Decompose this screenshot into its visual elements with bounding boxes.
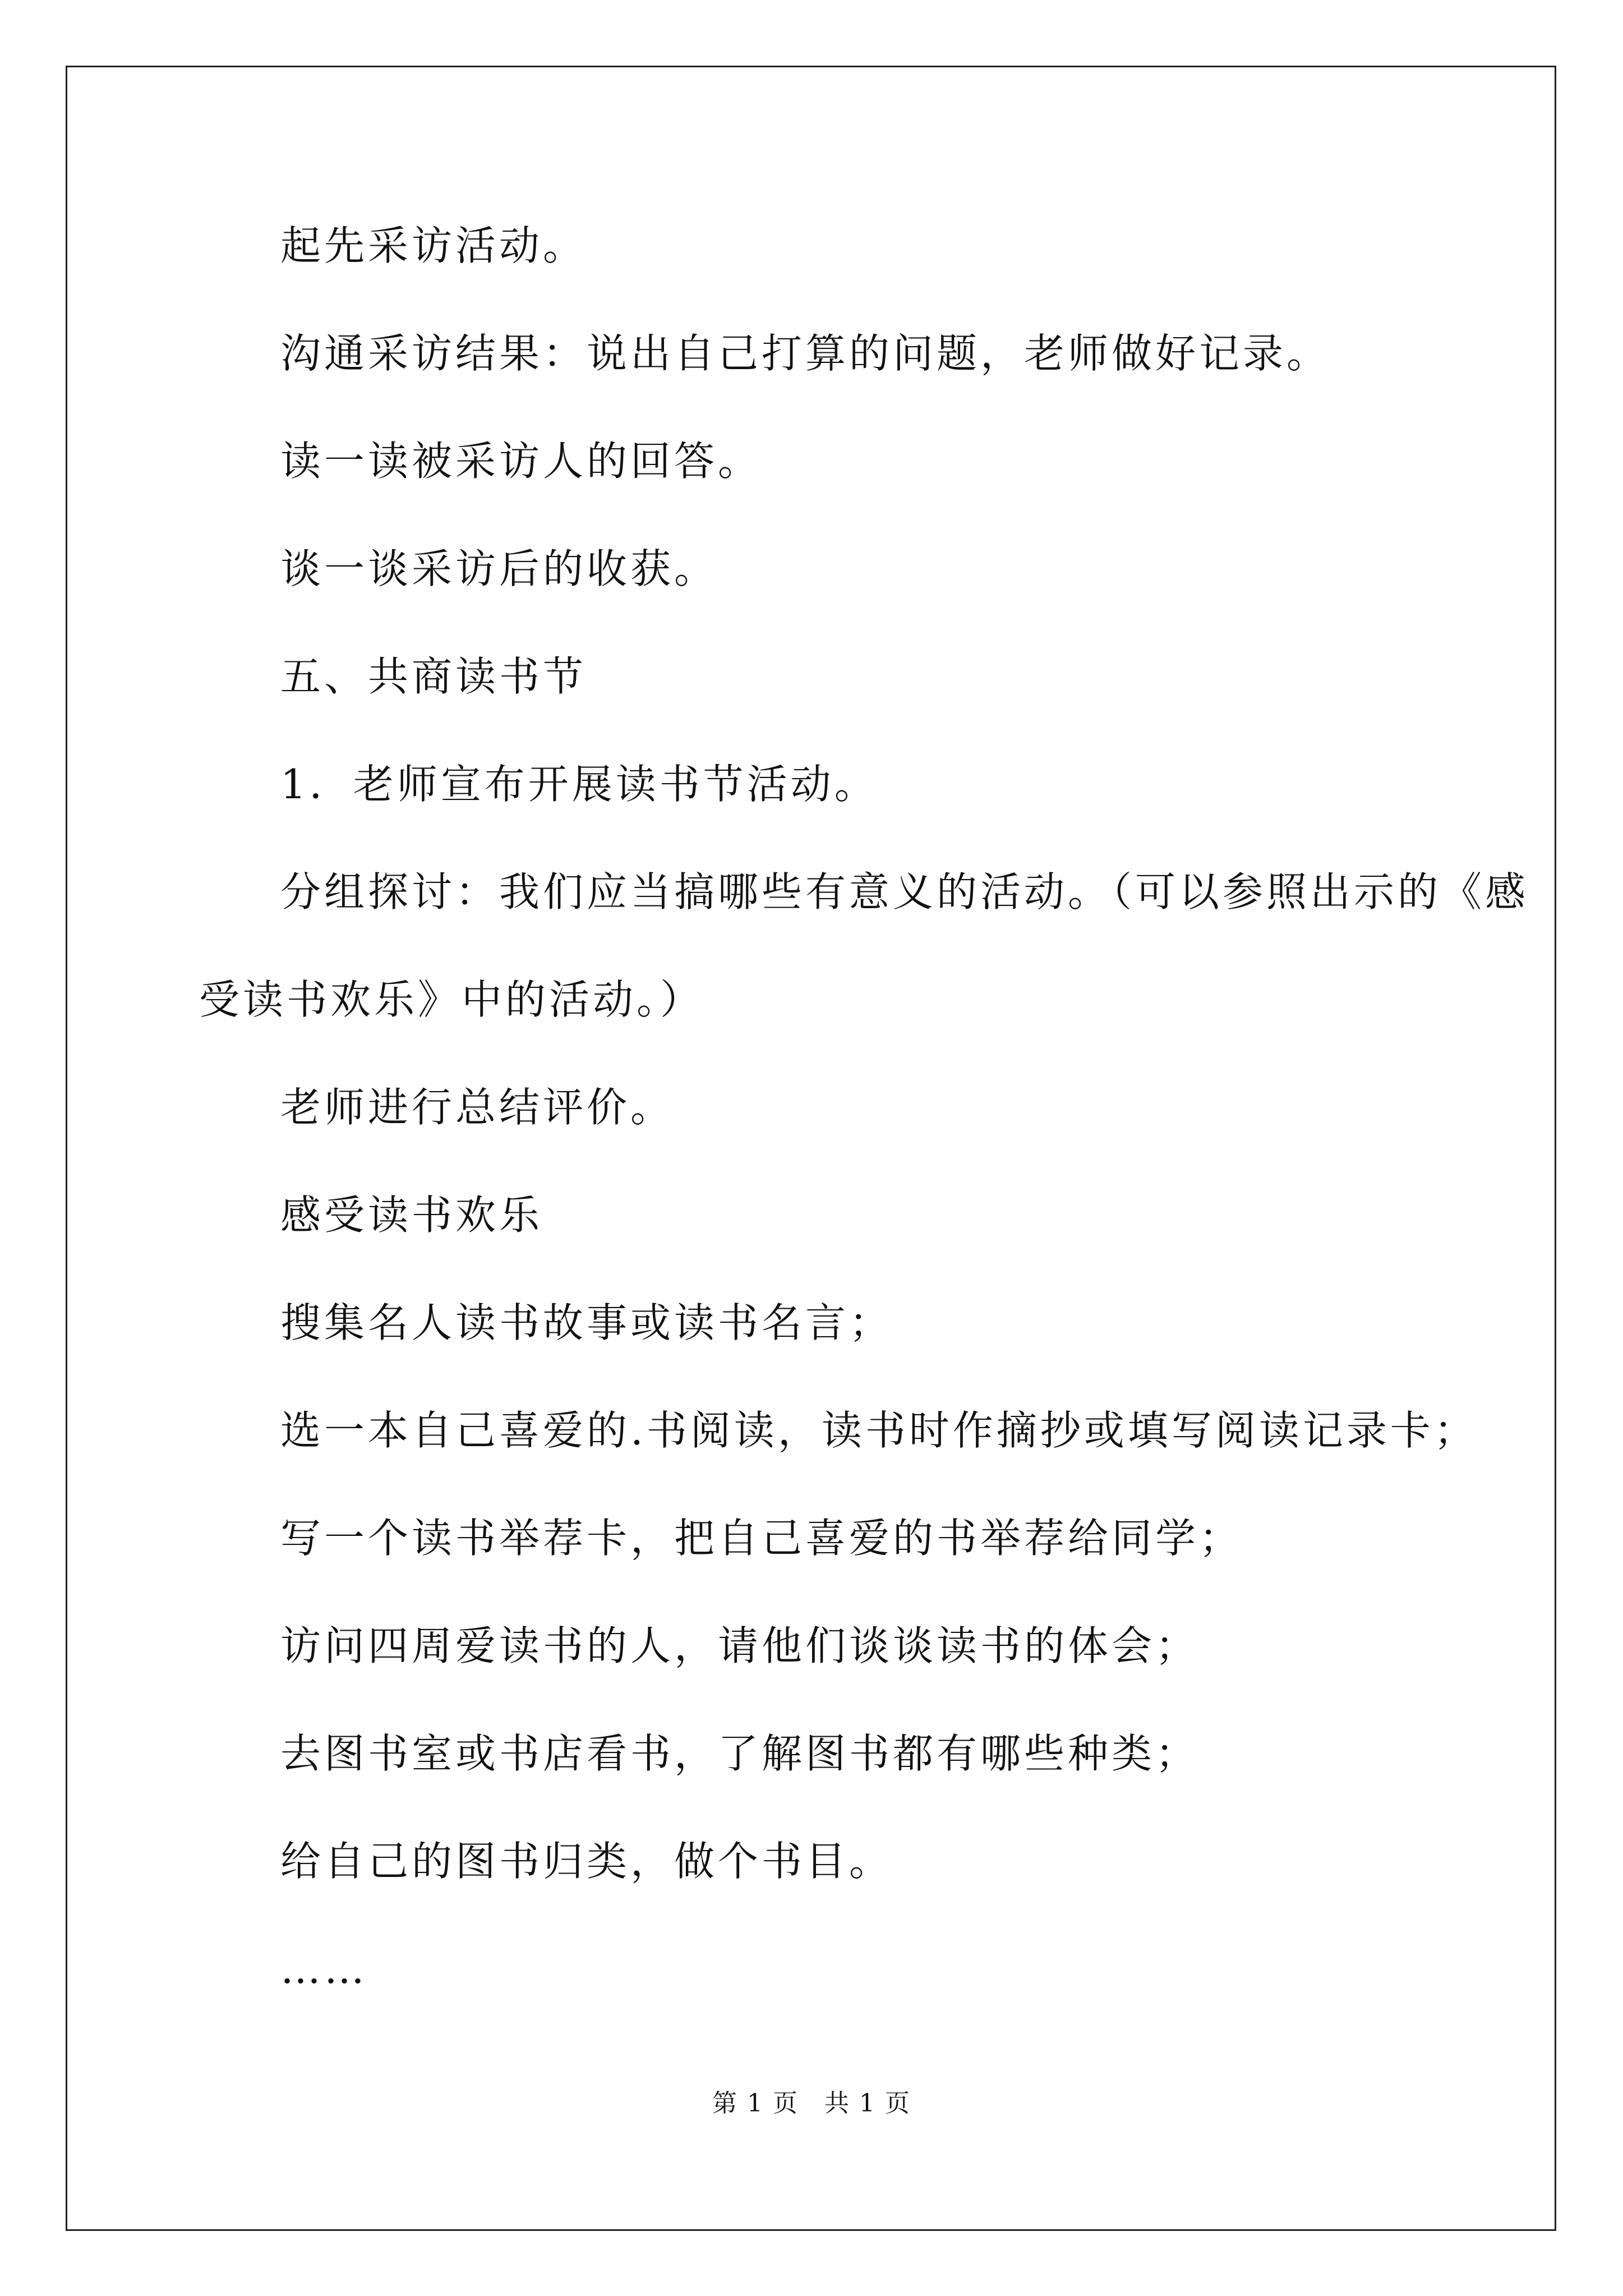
- paragraph-3: 读一读被采访人的回答。: [280, 438, 762, 485]
- section-heading: 五、共商读书节: [280, 653, 587, 700]
- subheading: 感受读书欢乐: [280, 1191, 543, 1239]
- paragraph-7-continuation: 受读书欢乐》中的活动。）: [199, 976, 704, 1023]
- paragraph-8: 老师进行总结评价。: [280, 1084, 675, 1131]
- paragraph-6: 1．老师宣布开展读书节活动。: [280, 761, 878, 808]
- paragraph-4: 谈一谈采访后的收获。: [280, 545, 718, 592]
- ellipsis: ……: [280, 1945, 368, 1993]
- list-item: 搜集名人读书故事或读书名言；: [280, 1299, 893, 1346]
- page-number-footer: 第 1 页 共 1 页: [712, 2089, 911, 2118]
- list-item: 写一个读书举荐卡，把自己喜爱的书举荐给同学；: [280, 1515, 1243, 1562]
- list-item: 去图书室或书店看书，了解图书都有哪些种类；: [280, 1730, 1200, 1777]
- list-item: 访问四周爱读书的人，请他们谈谈读书的体会；: [280, 1622, 1200, 1669]
- paragraph-1: 起先采访活动。: [280, 222, 587, 269]
- list-item: 选一本自己喜爱的.书阅读，读书时作摘抄或填写阅读记录卡；: [280, 1407, 1478, 1454]
- list-item: 给自己的图书归类，做个书目。: [280, 1838, 893, 1885]
- paragraph-2: 沟通采访结果：说出自己打算的问题，老师做好记录。: [280, 330, 1331, 377]
- document-body: [199, 219, 1529, 2050]
- paragraph-7: 分组探讨：我们应当搞哪些有意义的活动。（可以参照出示的《感: [280, 868, 1529, 915]
